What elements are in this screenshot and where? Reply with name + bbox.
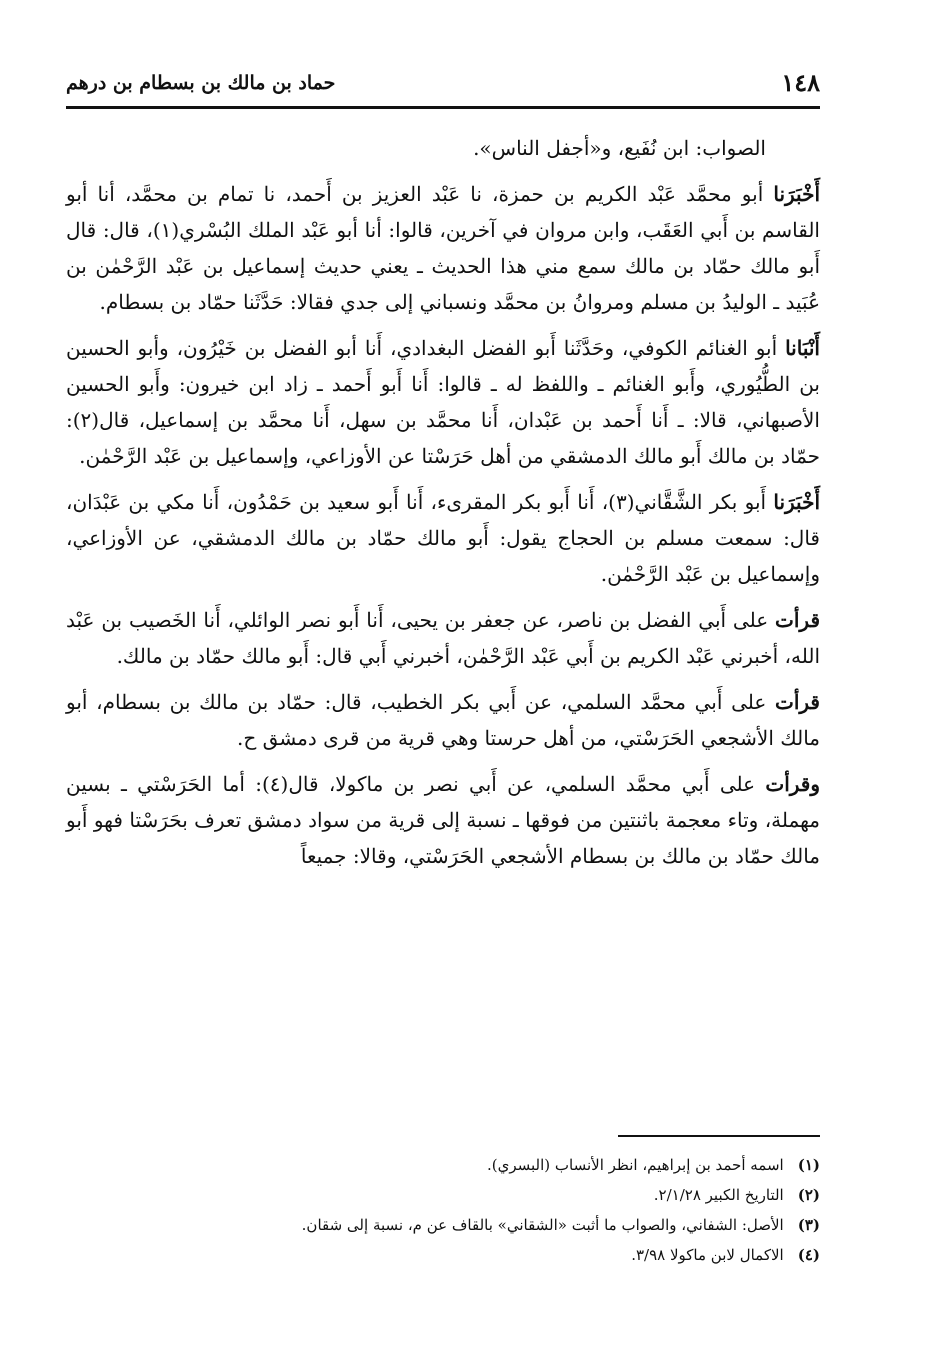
footnote-text: الأصل: الشفاني، والصواب ما أثبت «الشقاني» بالقاف عن م، نسبة إلى شقان. — [301, 1216, 784, 1234]
paragraph-text: على أَبي محمَّد السلمي، عن أَبي بكر الخطيب، قال: حمّاد بن مالك بن بسطام، أبو مالك الأشجعي الحَرَسْتي، من أهل حرستا وهي قرية من قرى دمشق ح. — [66, 690, 820, 750]
paragraph — [66, 684, 820, 756]
footnote — [66, 1240, 820, 1270]
running-title: حماد بن مالك بن بسطام بن درهم — [66, 72, 336, 94]
footnotes — [66, 1150, 820, 1270]
footnote-text: الاكمال لابن ماكولا ٣/٩٨. — [631, 1246, 784, 1264]
footnote-rule — [618, 1135, 820, 1137]
paragraph-lead: قرأت — [775, 608, 821, 632]
paragraph — [66, 484, 820, 592]
footnote-number: (٤) — [797, 1246, 820, 1264]
header-rule — [66, 106, 820, 109]
paragraph-lead: أَنْبَانا — [785, 336, 820, 360]
footnote-number: (٣) — [797, 1216, 820, 1234]
footnote-number: (٢) — [797, 1186, 820, 1204]
paragraph-text: أبو الغنائم الكوفي، وحَدَّثَنا أَبو الفضل البغدادي، أَنا أبو الفضل بن خَيْرُون، وأبو الحسين بن الطُّيُوري، وأَبو الغنائم ـ واللفظ له ـ قالوا: أَنا أَبو أَحمد ـ زاد ابن خيرون: وأَبو الحسين الأصبهاني، قالا: ـ أَنا أَحمد بن عَبْدان، أَنا محمَّد بن سهل، أَنا محمَّد بن إسماعيل، قال(٢): حمّاد بن مالك أَبو مالك الدمشقي من أهل حَرَسْتا عن الأوزاعي، وإسماعيل بن عَبْد الرَّحْمٰن. — [66, 336, 820, 468]
paragraph — [66, 176, 820, 320]
footnote-text: اسمه أحمد بن إبراهيم، انظر الأنساب (البسري). — [487, 1156, 784, 1174]
footnote — [66, 1180, 820, 1210]
page-number: ١٤٨ — [781, 68, 820, 97]
paragraph — [66, 130, 820, 166]
main-text — [66, 130, 820, 884]
footnote-number: (١) — [797, 1156, 820, 1174]
paragraph-lead: وقرأت — [765, 772, 821, 796]
paragraph-lead: قرأت — [775, 690, 820, 714]
page-header — [66, 66, 820, 106]
paragraph-lead: أَخْبَرَنا — [773, 182, 820, 206]
paragraph-text: الصواب: ابن نُفَيع، و«أجفل الناس». — [473, 136, 766, 160]
footnote — [66, 1150, 820, 1180]
paragraph-text: أَبو بكر الشَّقَّاني(٣)، أَنا أَبو بكر المقرىء، أَنا أَبو سعيد بن حَمْدُون، أَنا مكي بن عَبْدَان، قال: سمعت مسلم بن الحجاج يقول: أَبو مالك حمّاد بن مالك الدمشقي، عن الأوزاعي، وإسماعيل بن عَبْد الرَّحْمٰن. — [66, 490, 820, 586]
paragraph-lead: أَخْبَرَنا — [773, 490, 820, 514]
paragraph-text: على أَبي الفضل بن ناصر، عن جعفر بن يحيى، أَنا أَبو نصر الوائلي، أَنا الخَصيب بن عَبْد الله، أخبرني عَبْد الكريم بن أَبي عَبْد الرَّحْمٰن، أخبرني أَبي قال: أَبو مالك حمّاد بن مالك. — [66, 608, 820, 668]
paragraph — [66, 766, 820, 874]
paragraph — [66, 330, 820, 474]
paragraph-text: أبو محمَّد عَبْد الكريم بن حمزة، نا عَبْد العزيز بن أَحمد، نا تمام بن محمَّد، أنا أبو القاسم بن أَبي العَقَب، وابن مروان في آخرين، قالوا: أنا أبو عَبْد الملك البُسْري(١)، قال: قال أَبو مالك حمّاد بن مالك سمع مني هذا الحديث ـ يعني حديث إسماعيل بن عَبْد الرَّحْمٰن بن عُبَيد ـ الوليدُ بن مسلم ومروانُ بن محمَّد ونسباني إلى جدي فقالا: حَدَّثَنا حمّاد بن بسطام. — [66, 182, 820, 314]
paragraph — [66, 602, 820, 674]
footnote — [66, 1210, 820, 1240]
paragraph-text: على أَبي محمَّد السلمي، عن أَبي نصر بن ماكولا، قال(٤): أما الحَرَسْتي ـ بسين مهملة، وتاء معجمة باثنتين من فوقها ـ نسبة إلى قرية من سواد دمشق تعرف بحَرَسْتا فهو أَبو مالك حمّاد بن مالك بن بسطام الأشجعي الحَرَسْتي، وقالا: جميعاً — [66, 772, 820, 868]
footnote-text: التاريخ الكبير ٢/١/٢٨. — [653, 1186, 784, 1204]
